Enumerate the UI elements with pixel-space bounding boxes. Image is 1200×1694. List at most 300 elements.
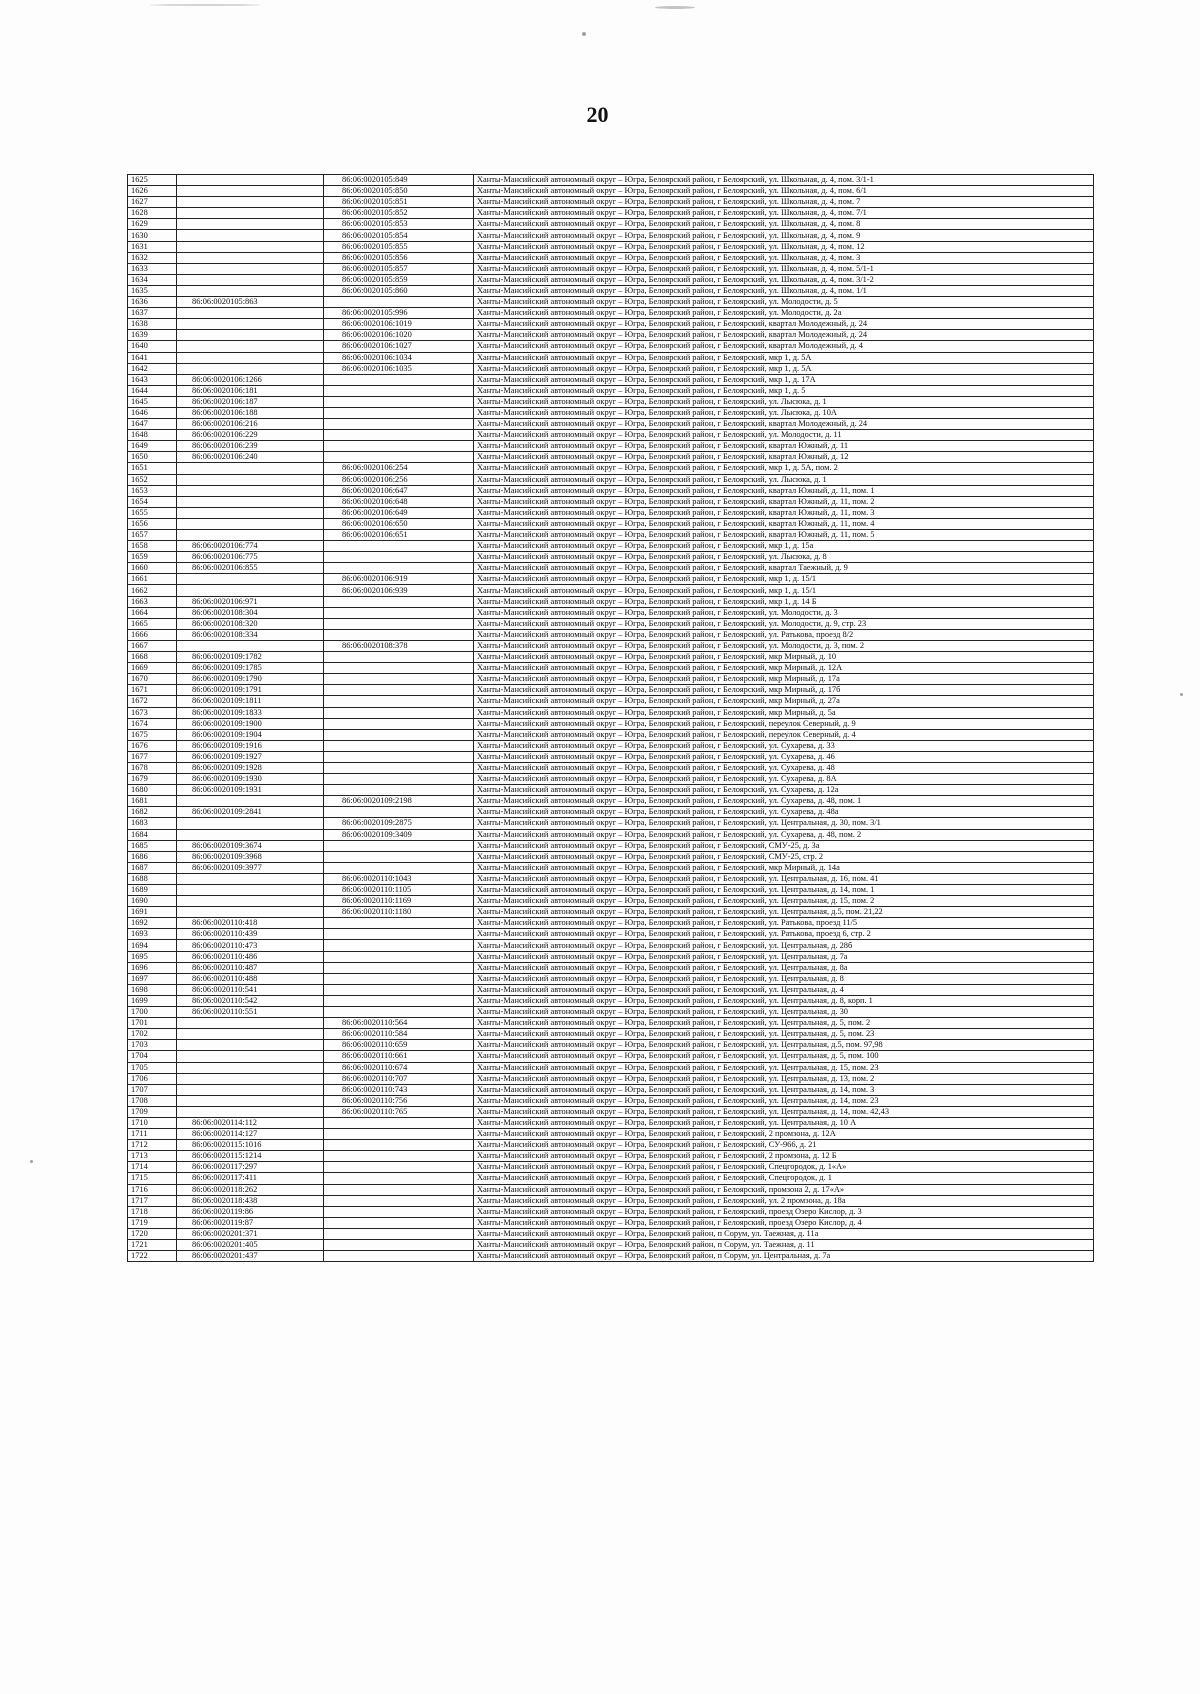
- premises-cadastral-number-cell: 86:06:0020110:584: [324, 1029, 474, 1040]
- row-number-cell: 1674: [128, 718, 177, 729]
- table-row: [128, 707, 1094, 718]
- address-cell: Ханты-Мансийский автономный округ – Югра, Белоярский район, г Белоярский, ул. Школьная, д. 4, пом. 8: [474, 219, 1094, 230]
- address-cell: Ханты-Мансийский автономный округ – Югра, Белоярский район, г Белоярский, ул. Ратькова, проезд 11/5: [474, 918, 1094, 929]
- address-cell: Ханты-Мансийский автономный округ – Югра, Белоярский район, г Белоярский, ул. Сухарева, д. 48, пом. 2: [474, 829, 1094, 840]
- row-number-cell: 1686: [128, 851, 177, 862]
- table-row: [128, 1129, 1094, 1140]
- cadastral-number-cell: [177, 1062, 324, 1073]
- address-cell: Ханты-Мансийский автономный округ – Югра, Белоярский район, г Белоярский, ул. Центральная, д. 4: [474, 984, 1094, 995]
- table-row: [128, 1007, 1094, 1018]
- row-number-cell: 1718: [128, 1206, 177, 1217]
- premises-cadastral-number-cell: [324, 762, 474, 773]
- address-cell: Ханты-Мансийский автономный округ – Югра, Белоярский район, г Белоярский, ул. Центральная, д. 14, пом. 42,43: [474, 1106, 1094, 1117]
- address-cell: Ханты-Мансийский автономный округ – Югра, Белоярский район, г Белоярский, ул. Молодости, д. 3: [474, 607, 1094, 618]
- row-number-cell: 1683: [128, 818, 177, 829]
- cadastral-number-cell: 86:06:0020109:3977: [177, 862, 324, 873]
- cadastral-number-cell: [177, 274, 324, 285]
- cadastral-number-cell: 86:06:0020108:334: [177, 629, 324, 640]
- cadastral-number-cell: 86:06:0020108:304: [177, 607, 324, 618]
- table-row: [128, 341, 1094, 352]
- cadastral-number-cell: 86:06:0020109:1811: [177, 696, 324, 707]
- address-cell: Ханты-Мансийский автономный округ – Югра, Белоярский район, г Белоярский, ул. Центральная, д. 14, пом. 3: [474, 1084, 1094, 1095]
- table-row: [128, 507, 1094, 518]
- table-row: [128, 363, 1094, 374]
- premises-cadastral-number-cell: [324, 740, 474, 751]
- cadastral-number-cell: [177, 907, 324, 918]
- table-row: [128, 718, 1094, 729]
- address-cell: Ханты-Мансийский автономный округ – Югра, Белоярский район, г Белоярский, квартал Таежный, д. 9: [474, 563, 1094, 574]
- premises-cadastral-number-cell: [324, 951, 474, 962]
- table-row: [128, 685, 1094, 696]
- premises-cadastral-number-cell: [324, 785, 474, 796]
- row-number-cell: 1673: [128, 707, 177, 718]
- table-row: [128, 1184, 1094, 1195]
- row-number-cell: 1659: [128, 552, 177, 563]
- premises-cadastral-number-cell: 86:06:0020106:651: [324, 530, 474, 541]
- premises-cadastral-number-cell: 86:06:0020105:857: [324, 263, 474, 274]
- cadastral-number-cell: [177, 463, 324, 474]
- table-body: [128, 175, 1094, 1262]
- row-number-cell: 1652: [128, 474, 177, 485]
- address-cell: Ханты-Мансийский автономный округ – Югра, Белоярский район, г Белоярский, ул. Сухарева, д. 33: [474, 740, 1094, 751]
- premises-cadastral-number-cell: [324, 1129, 474, 1140]
- premises-cadastral-number-cell: [324, 441, 474, 452]
- cadastral-number-cell: [177, 308, 324, 319]
- row-number-cell: 1700: [128, 1007, 177, 1018]
- premises-cadastral-number-cell: [324, 652, 474, 663]
- premises-cadastral-number-cell: [324, 718, 474, 729]
- premises-cadastral-number-cell: [324, 541, 474, 552]
- cadastral-number-cell: [177, 208, 324, 219]
- premises-cadastral-number-cell: 86:06:0020110:1043: [324, 873, 474, 884]
- table-row: [128, 585, 1094, 596]
- address-cell: Ханты-Мансийский автономный округ – Югра, Белоярский район, г Белоярский, ул. Лысюка, д. 10А: [474, 407, 1094, 418]
- row-number-cell: 1641: [128, 352, 177, 363]
- address-cell: Ханты-Мансийский автономный округ – Югра, Белоярский район, г Белоярский, Спецгородок, д. 1: [474, 1173, 1094, 1184]
- table-row: [128, 518, 1094, 529]
- table-row: [128, 252, 1094, 263]
- row-number-cell: 1701: [128, 1018, 177, 1029]
- table-row: [128, 297, 1094, 308]
- premises-cadastral-number-cell: [324, 807, 474, 818]
- table-row: [128, 1140, 1094, 1151]
- premises-cadastral-number-cell: [324, 751, 474, 762]
- row-number-cell: 1719: [128, 1217, 177, 1228]
- premises-cadastral-number-cell: [324, 940, 474, 951]
- row-number-cell: 1649: [128, 441, 177, 452]
- row-number-cell: 1663: [128, 596, 177, 607]
- row-number-cell: 1654: [128, 496, 177, 507]
- table-row: [128, 751, 1094, 762]
- premises-cadastral-number-cell: 86:06:0020110:564: [324, 1018, 474, 1029]
- table-row: [128, 762, 1094, 773]
- cadastral-number-cell: 86:06:0020109:1782: [177, 652, 324, 663]
- cadastral-number-cell: [177, 363, 324, 374]
- cadastral-number-cell: 86:06:0020110:473: [177, 940, 324, 951]
- address-cell: Ханты-Мансийский автономный округ – Югра, Белоярский район, г Белоярский, ул. Центральная, д. 15, пом. 2: [474, 896, 1094, 907]
- table-row: [128, 552, 1094, 563]
- cadastral-number-cell: 86:06:0020106:240: [177, 452, 324, 463]
- table-row: [128, 674, 1094, 685]
- row-number-cell: 1706: [128, 1073, 177, 1084]
- table-row: [128, 1162, 1094, 1173]
- row-number-cell: 1668: [128, 652, 177, 663]
- row-number-cell: 1694: [128, 940, 177, 951]
- premises-cadastral-number-cell: [324, 1151, 474, 1162]
- premises-cadastral-number-cell: [324, 984, 474, 995]
- address-cell: Ханты-Мансийский автономный округ – Югра, Белоярский район, г Белоярский, мкр Мирный, д. 12А: [474, 663, 1094, 674]
- cadastral-number-cell: 86:06:0020115:1016: [177, 1140, 324, 1151]
- cadastral-number-cell: [177, 829, 324, 840]
- row-number-cell: 1709: [128, 1106, 177, 1117]
- address-cell: Ханты-Мансийский автономный округ – Югра, Белоярский район, г Белоярский, ул. Центральная, д. 16, пом. 41: [474, 873, 1094, 884]
- table-row: [128, 796, 1094, 807]
- table-row: [128, 1095, 1094, 1106]
- address-cell: Ханты-Мансийский автономный округ – Югра, Белоярский район, г Белоярский, квартал Южный, д. 11, пом. 1: [474, 485, 1094, 496]
- address-cell: Ханты-Мансийский автономный округ – Югра, Белоярский район, г Белоярский, ул. Сухарева, д. 46: [474, 751, 1094, 762]
- table-row: [128, 663, 1094, 674]
- address-cell: Ханты-Мансийский автономный округ – Югра, Белоярский район, г Белоярский, ул. Центральная, д. 5, пом. 23: [474, 1029, 1094, 1040]
- premises-cadastral-number-cell: 86:06:0020110:756: [324, 1095, 474, 1106]
- table-row: [128, 374, 1094, 385]
- address-cell: Ханты-Мансийский автономный округ – Югра, Белоярский район, г Белоярский, ул. Центральная, д. 8, корп. 1: [474, 995, 1094, 1006]
- table-row: [128, 241, 1094, 252]
- table-row: [128, 973, 1094, 984]
- cadastral-number-cell: [177, 341, 324, 352]
- address-cell: Ханты-Мансийский автономный округ – Югра, Белоярский район, г Белоярский, мкр 1, д. 14 Б: [474, 596, 1094, 607]
- address-cell: Ханты-Мансийский автономный округ – Югра, Белоярский район, г Белоярский, ул. Центральная, д. 15, пом. 23: [474, 1062, 1094, 1073]
- premises-cadastral-number-cell: [324, 1228, 474, 1239]
- cadastral-number-cell: 86:06:0020106:855: [177, 563, 324, 574]
- premises-cadastral-number-cell: [324, 374, 474, 385]
- cadastral-number-cell: 86:06:0020106:239: [177, 441, 324, 452]
- row-number-cell: 1705: [128, 1062, 177, 1073]
- row-number-cell: 1676: [128, 740, 177, 751]
- premises-cadastral-number-cell: 86:06:0020109:3409: [324, 829, 474, 840]
- premises-cadastral-number-cell: [324, 1173, 474, 1184]
- address-cell: Ханты-Мансийский автономный округ – Югра, Белоярский район, г Белоярский, ул. Школьная, д. 4, пом. 1/1: [474, 285, 1094, 296]
- premises-cadastral-number-cell: 86:06:0020106:254: [324, 463, 474, 474]
- address-cell: Ханты-Мансийский автономный округ – Югра, Белоярский район, г Белоярский, ул. Школьная, д. 4, пом. 7/1: [474, 208, 1094, 219]
- address-cell: Ханты-Мансийский автономный округ – Югра, Белоярский район, г Белоярский, ул. Школьная, д. 4, пом. 3: [474, 252, 1094, 263]
- row-number-cell: 1631: [128, 241, 177, 252]
- page-number: 20: [586, 102, 609, 127]
- table-row: [128, 829, 1094, 840]
- table-row: [128, 1195, 1094, 1206]
- row-number-cell: 1630: [128, 230, 177, 241]
- row-number-cell: 1691: [128, 907, 177, 918]
- address-cell: Ханты-Мансийский автономный округ – Югра, Белоярский район, г Белоярский, ул. Ратькова, проезд 8/2: [474, 629, 1094, 640]
- cadastral-number-cell: 86:06:0020109:1928: [177, 762, 324, 773]
- address-cell: Ханты-Мансийский автономный округ – Югра, Белоярский район, г Белоярский, ул. Центральная, д. 14, пом. 1: [474, 885, 1094, 896]
- table-row: [128, 596, 1094, 607]
- row-number-cell: 1713: [128, 1151, 177, 1162]
- table-row: [128, 729, 1094, 740]
- cadastral-number-cell: [177, 496, 324, 507]
- table-row: [128, 1151, 1094, 1162]
- row-number-cell: 1715: [128, 1173, 177, 1184]
- table-row: [128, 330, 1094, 341]
- table-row: [128, 541, 1094, 552]
- cadastral-number-cell: 86:06:0020110:418: [177, 918, 324, 929]
- premises-cadastral-number-cell: 86:06:0020110:674: [324, 1062, 474, 1073]
- premises-cadastral-number-cell: [324, 297, 474, 308]
- table-row: [128, 774, 1094, 785]
- row-number-cell: 1671: [128, 685, 177, 696]
- scan-speck: [655, 6, 695, 9]
- premises-cadastral-number-cell: [324, 973, 474, 984]
- row-number-cell: 1697: [128, 973, 177, 984]
- address-cell: Ханты-Мансийский автономный округ – Югра, Белоярский район, г Белоярский, мкр 1, д. 15/1: [474, 574, 1094, 585]
- row-number-cell: 1693: [128, 929, 177, 940]
- address-cell: Ханты-Мансийский автономный округ – Югра, Белоярский район, г Белоярский, СУ-966, д. 21: [474, 1140, 1094, 1151]
- address-cell: Ханты-Мансийский автономный округ – Югра, Белоярский район, г Белоярский, квартал Молодежный, д. 24: [474, 330, 1094, 341]
- row-number-cell: 1708: [128, 1095, 177, 1106]
- row-number-cell: 1642: [128, 363, 177, 374]
- scan-speck: [582, 32, 586, 36]
- address-cell: Ханты-Мансийский автономный округ – Югра, Белоярский район, г Белоярский, проезд Озеро Кислор, д. 3: [474, 1206, 1094, 1217]
- premises-cadastral-number-cell: 86:06:0020105:859: [324, 274, 474, 285]
- row-number-cell: 1717: [128, 1195, 177, 1206]
- cadastral-number-cell: 86:06:0020109:2841: [177, 807, 324, 818]
- cadastral-number-cell: [177, 219, 324, 230]
- table-row: [128, 463, 1094, 474]
- cadastral-number-cell: [177, 640, 324, 651]
- address-cell: Ханты-Мансийский автономный округ – Югра, Белоярский район, г Белоярский, ул. Сухарева, д. 12а: [474, 785, 1094, 796]
- table-row: [128, 1117, 1094, 1128]
- row-number-cell: 1695: [128, 951, 177, 962]
- address-cell: Ханты-Мансийский автономный округ – Югра, Белоярский район, г Белоярский, мкр 1, д. 5А: [474, 352, 1094, 363]
- premises-cadastral-number-cell: 86:06:0020110:659: [324, 1040, 474, 1051]
- premises-cadastral-number-cell: [324, 385, 474, 396]
- cadastral-number-cell: [177, 197, 324, 208]
- row-number-cell: 1658: [128, 541, 177, 552]
- table-row: [128, 385, 1094, 396]
- cadastral-number-cell: 86:06:0020201:437: [177, 1251, 324, 1262]
- cadastral-number-cell: [177, 896, 324, 907]
- table-row: [128, 940, 1094, 951]
- cadastral-number-cell: [177, 241, 324, 252]
- row-number-cell: 1660: [128, 563, 177, 574]
- cadastral-number-cell: [177, 574, 324, 585]
- table-row: [128, 574, 1094, 585]
- address-cell: Ханты-Мансийский автономный округ – Югра, Белоярский район, г Белоярский, квартал Южный, д. 11, пом. 3: [474, 507, 1094, 518]
- cadastral-number-cell: 86:06:0020110:542: [177, 995, 324, 1006]
- address-cell: Ханты-Мансийский автономный округ – Югра, Белоярский район, г Белоярский, ул. Центральная, д. 8: [474, 973, 1094, 984]
- cadastral-number-cell: 86:06:0020106:188: [177, 407, 324, 418]
- cadastral-number-cell: 86:06:0020109:1833: [177, 707, 324, 718]
- premises-cadastral-number-cell: [324, 563, 474, 574]
- premises-cadastral-number-cell: 86:06:0020105:996: [324, 308, 474, 319]
- address-cell: Ханты-Мансийский автономный округ – Югра, Белоярский район, г Белоярский, ул. Молодости, д. 5: [474, 297, 1094, 308]
- table-row: [128, 918, 1094, 929]
- address-cell: Ханты-Мансийский автономный округ – Югра, Белоярский район, г Белоярский, ул. Ратькова, проезд 6, стр. 2: [474, 929, 1094, 940]
- table-row: [128, 319, 1094, 330]
- address-cell: Ханты-Мансийский автономный округ – Югра, Белоярский район, г Белоярский, ул. Лысюка, д. 1: [474, 396, 1094, 407]
- row-number-cell: 1651: [128, 463, 177, 474]
- cadastral-number-cell: 86:06:0020106:971: [177, 596, 324, 607]
- table-row: [128, 1084, 1094, 1095]
- row-number-cell: 1704: [128, 1051, 177, 1062]
- cadastral-number-cell: [177, 319, 324, 330]
- premises-cadastral-number-cell: [324, 1195, 474, 1206]
- premises-cadastral-number-cell: [324, 707, 474, 718]
- address-cell: Ханты-Мансийский автономный округ – Югра, Белоярский район, г Белоярский, ул. Центральная, д. 5, пом. 100: [474, 1051, 1094, 1062]
- address-cell: Ханты-Мансийский автономный округ – Югра, Белоярский район, г Белоярский, ул. Сухарева, д. 8А: [474, 774, 1094, 785]
- row-number-cell: 1681: [128, 796, 177, 807]
- cadastral-number-cell: 86:06:0020115:1214: [177, 1151, 324, 1162]
- address-cell: Ханты-Мансийский автономный округ – Югра, Белоярский район, г Белоярский, мкр 1, д. 15а: [474, 541, 1094, 552]
- address-cell: Ханты-Мансийский автономный округ – Югра, Белоярский район, г Белоярский, ул. Центральная, д. 30: [474, 1007, 1094, 1018]
- table-row: [128, 396, 1094, 407]
- address-cell: Ханты-Мансийский автономный округ – Югра, Белоярский район, г Белоярский, квартал Южный, д. 11: [474, 441, 1094, 452]
- cadastral-number-cell: 86:06:0020117:411: [177, 1173, 324, 1184]
- table-row: [128, 652, 1094, 663]
- row-number-cell: 1637: [128, 308, 177, 319]
- address-cell: Ханты-Мансийский автономный округ – Югра, Белоярский район, г Белоярский, ул. Школьная, д. 4, пом. 6/1: [474, 186, 1094, 197]
- premises-cadastral-number-cell: [324, 396, 474, 407]
- row-number-cell: 1644: [128, 385, 177, 396]
- cadastral-number-cell: [177, 485, 324, 496]
- premises-cadastral-number-cell: 86:06:0020106:939: [324, 585, 474, 596]
- address-cell: Ханты-Мансийский автономный округ – Югра, Белоярский район, г Белоярский, Спецгородок, д. 1«А»: [474, 1162, 1094, 1173]
- row-number-cell: 1675: [128, 729, 177, 740]
- row-number-cell: 1687: [128, 862, 177, 873]
- table-row: [128, 1073, 1094, 1084]
- address-cell: Ханты-Мансийский автономный округ – Югра, Белоярский район, г Белоярский, мкр 1, д. 15/1: [474, 585, 1094, 596]
- address-cell: Ханты-Мансийский автономный округ – Югра, Белоярский район, г Белоярский, квартал Южный, д. 11, пом. 4: [474, 518, 1094, 529]
- address-cell: Ханты-Мансийский автономный округ – Югра, Белоярский район, г Белоярский, мкр Мирный, д. 5а: [474, 707, 1094, 718]
- row-number-cell: 1636: [128, 297, 177, 308]
- row-number-cell: 1662: [128, 585, 177, 596]
- premises-cadastral-number-cell: 86:06:0020106:1027: [324, 341, 474, 352]
- cadastral-number-cell: 86:06:0020106:181: [177, 385, 324, 396]
- row-number-cell: 1657: [128, 530, 177, 541]
- cadastral-number-cell: [177, 796, 324, 807]
- address-cell: Ханты-Мансийский автономный округ – Югра, Белоярский район, г Белоярский, мкр Мирный, д. 17б: [474, 685, 1094, 696]
- cadastral-number-cell: [177, 474, 324, 485]
- row-number-cell: 1698: [128, 984, 177, 995]
- table-row: [128, 1062, 1094, 1073]
- table-row: [128, 208, 1094, 219]
- table-row: [128, 840, 1094, 851]
- row-number-cell: 1672: [128, 696, 177, 707]
- premises-cadastral-number-cell: 86:06:0020106:1020: [324, 330, 474, 341]
- cadastral-number-cell: 86:06:0020105:863: [177, 297, 324, 308]
- table-row: [128, 263, 1094, 274]
- premises-cadastral-number-cell: [324, 851, 474, 862]
- address-cell: Ханты-Мансийский автономный округ – Югра, Белоярский район, г Белоярский, мкр 1, д. 17А: [474, 374, 1094, 385]
- table-row: [128, 896, 1094, 907]
- table-row: [128, 530, 1094, 541]
- address-cell: Ханты-Мансийский автономный округ – Югра, Белоярский район, г Белоярский, 2 промзона, д. 12А: [474, 1129, 1094, 1140]
- cadastral-number-cell: 86:06:0020109:1930: [177, 774, 324, 785]
- premises-cadastral-number-cell: 86:06:0020106:256: [324, 474, 474, 485]
- address-cell: Ханты-Мансийский автономный округ – Югра, Белоярский район, г Белоярский, ул. Школьная, д. 4, пом. 9: [474, 230, 1094, 241]
- table-row: [128, 1228, 1094, 1239]
- table-row: [128, 430, 1094, 441]
- row-number-cell: 1721: [128, 1240, 177, 1251]
- premises-cadastral-number-cell: 86:06:0020105:852: [324, 208, 474, 219]
- row-number-cell: 1720: [128, 1228, 177, 1239]
- address-cell: Ханты-Мансийский автономный округ – Югра, Белоярский район, г Белоярский, ул. Центральная, д. 7а: [474, 951, 1094, 962]
- premises-cadastral-number-cell: [324, 1206, 474, 1217]
- premises-cadastral-number-cell: 86:06:0020105:851: [324, 197, 474, 208]
- row-number-cell: 1699: [128, 995, 177, 1006]
- premises-cadastral-number-cell: 86:06:0020106:1019: [324, 319, 474, 330]
- cadastral-number-cell: 86:06:0020109:3674: [177, 840, 324, 851]
- cadastral-number-cell: 86:06:0020110:488: [177, 973, 324, 984]
- table-row: [128, 618, 1094, 629]
- table-row: [128, 175, 1094, 186]
- row-number-cell: 1688: [128, 873, 177, 884]
- row-number-cell: 1703: [128, 1040, 177, 1051]
- address-cell: Ханты-Мансийский автономный округ – Югра, Белоярский район, г Белоярский, ул. Молодости, д. 11: [474, 430, 1094, 441]
- address-cell: Ханты-Мансийский автономный округ – Югра, Белоярский район, г Белоярский, переулок Северный, д. 4: [474, 729, 1094, 740]
- row-number-cell: 1648: [128, 430, 177, 441]
- table-row: [128, 197, 1094, 208]
- row-number-cell: 1714: [128, 1162, 177, 1173]
- premises-cadastral-number-cell: 86:06:0020106:649: [324, 507, 474, 518]
- premises-cadastral-number-cell: 86:06:0020106:1035: [324, 363, 474, 374]
- row-number-cell: 1692: [128, 918, 177, 929]
- row-number-cell: 1634: [128, 274, 177, 285]
- cadastral-number-cell: [177, 885, 324, 896]
- row-number-cell: 1638: [128, 319, 177, 330]
- table-row: [128, 1029, 1094, 1040]
- table-row: [128, 995, 1094, 1006]
- premises-cadastral-number-cell: 86:06:0020105:860: [324, 285, 474, 296]
- table-row: [128, 929, 1094, 940]
- address-cell: Ханты-Мансийский автономный округ – Югра, Белоярский район, г Белоярский, ул. Школьная, д. 4, пом. 3/1-2: [474, 274, 1094, 285]
- table-row: [128, 563, 1094, 574]
- address-cell: Ханты-Мансийский автономный округ – Югра, Белоярский район, г Белоярский, ул. Школьная, д. 4, пом. 12: [474, 241, 1094, 252]
- row-number-cell: 1640: [128, 341, 177, 352]
- row-number-cell: 1643: [128, 374, 177, 385]
- row-number-cell: 1629: [128, 219, 177, 230]
- table-row: [128, 607, 1094, 618]
- table-row: [128, 352, 1094, 363]
- address-cell: Ханты-Мансийский автономный округ – Югра, Белоярский район, г Белоярский, ул. Центральная, д. 5, пом. 2: [474, 1018, 1094, 1029]
- row-number-cell: 1710: [128, 1117, 177, 1128]
- row-number-cell: 1696: [128, 962, 177, 973]
- table-row: [128, 640, 1094, 651]
- cadastral-number-cell: [177, 186, 324, 197]
- scan-speck: [30, 1160, 33, 1163]
- cadastral-number-cell: [177, 818, 324, 829]
- row-number-cell: 1639: [128, 330, 177, 341]
- address-cell: Ханты-Мансийский автономный округ – Югра, Белоярский район, г Белоярский, СМУ-25, стр. 2: [474, 851, 1094, 862]
- table-row: [128, 873, 1094, 884]
- premises-cadastral-number-cell: [324, 696, 474, 707]
- row-number-cell: 1707: [128, 1084, 177, 1095]
- row-number-cell: 1712: [128, 1140, 177, 1151]
- cadastral-number-cell: 86:06:0020110:487: [177, 962, 324, 973]
- table-row: [128, 308, 1094, 319]
- table-row: [128, 740, 1094, 751]
- cadastral-number-cell: 86:06:0020106:229: [177, 430, 324, 441]
- premises-cadastral-number-cell: [324, 452, 474, 463]
- row-number-cell: 1669: [128, 663, 177, 674]
- cadastral-number-cell: 86:06:0020109:1785: [177, 663, 324, 674]
- cadastral-number-cell: 86:06:0020117:297: [177, 1162, 324, 1173]
- cadastral-number-cell: [177, 1073, 324, 1084]
- premises-cadastral-number-cell: [324, 1217, 474, 1228]
- address-cell: Ханты-Мансийский автономный округ – Югра, Белоярский район, г Белоярский, ул. Центральная, д. 10 А: [474, 1117, 1094, 1128]
- table-row: [128, 1206, 1094, 1217]
- table-row: [128, 1217, 1094, 1228]
- address-cell: Ханты-Мансийский автономный округ – Югра, Белоярский район, г Белоярский, ул. Центральная, д. 30, пом. 3/1: [474, 818, 1094, 829]
